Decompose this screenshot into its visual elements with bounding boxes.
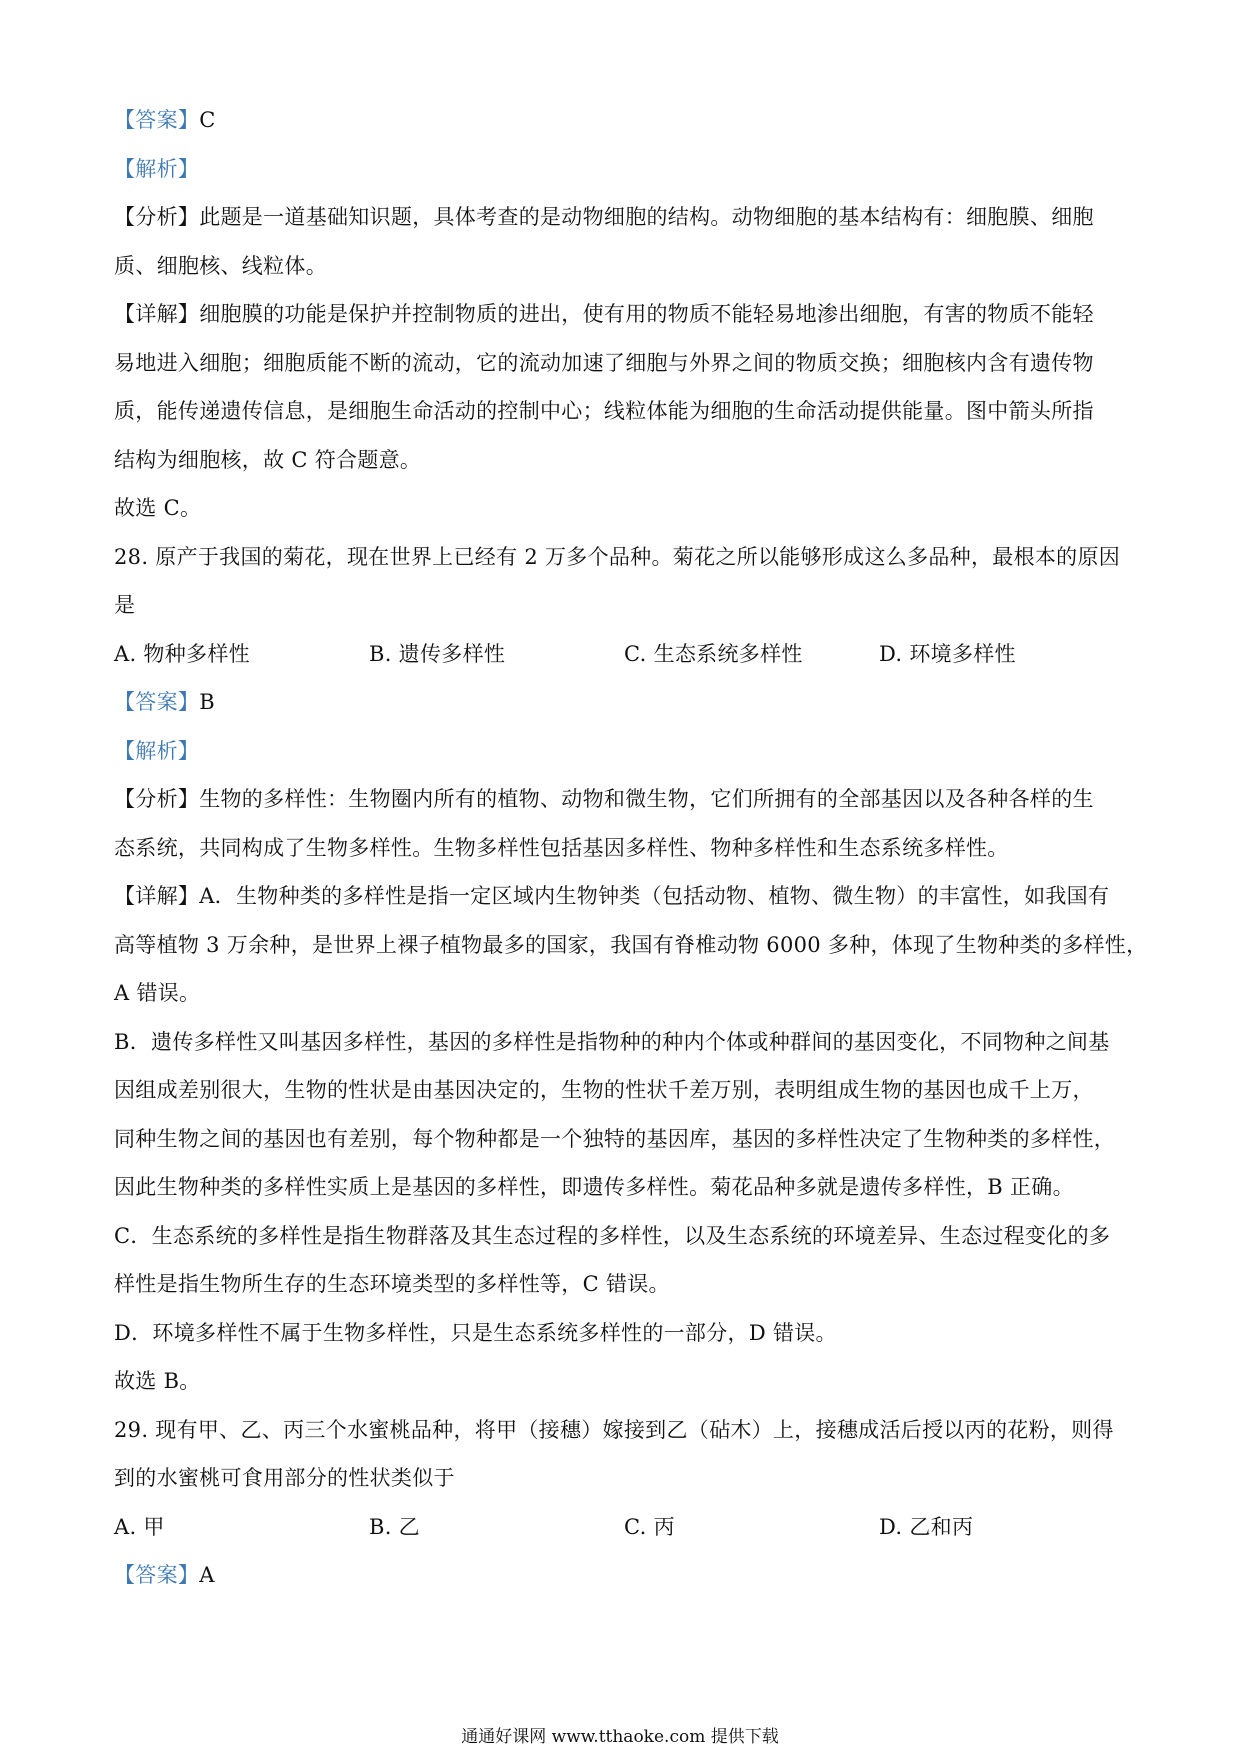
q28-options bbox=[114, 630, 1134, 679]
option-c: C. 生态系统多样性 bbox=[624, 641, 803, 666]
page-footer: 通通好课网 www.tthaoke.com 提供下载 bbox=[461, 1727, 779, 1747]
q27-xiangjie-line: 质，能传递遗传信息，是细胞生命活动的控制中心；线粒体能为细胞的生命活动提供能量。图中箭头所指 bbox=[114, 399, 1094, 423]
q28-explanation-line: 样性是指生物所生存的生态环境类型的多样性等，C 错误。 bbox=[114, 1272, 670, 1296]
fenxi-text: 生物的多样性：生物圈内所有的植物、动物和微生物，它们所拥有的全部基因以及各种各样的生 bbox=[199, 787, 1094, 811]
q28-xiangjie-line: 高等植物 3 万余种，是世界上裸子植物最多的国家，我国有脊椎动物 6000 多种，体现了生物种类的多样性， bbox=[114, 932, 1148, 957]
q27-xiangjie-line bbox=[114, 290, 1134, 339]
answer-value: C bbox=[199, 108, 216, 132]
option-d: D. 环境多样性 bbox=[879, 641, 1016, 666]
q27-xiangjie-line: 易地进入细胞；细胞质能不断的流动，它的流动加速了细胞与外界之间的物质交换；细胞核内含有遗传物 bbox=[114, 350, 1094, 375]
xiangjie-label: 【详解】 bbox=[114, 302, 200, 326]
q29-stem-line: 到的水蜜桃可食用部分的性状类似于 bbox=[114, 1466, 455, 1490]
q28-stem-line: 是 bbox=[114, 593, 136, 617]
fenxi-label: 【分析】 bbox=[114, 787, 200, 811]
xiangjie-text: 细胞膜的功能是保护并控制物质的进出，使有用的物质不能轻易地渗出细胞，有害的物质不能轻 bbox=[199, 302, 1094, 326]
q29-answer bbox=[114, 1551, 1134, 1600]
analysis-tag: 【解析】 bbox=[114, 156, 200, 181]
q28-explanation-line: C．生态系统的多样性是指生物群落及其生态过程的多样性，以及生态系统的环境差异、生态过程变化的多 bbox=[114, 1223, 1111, 1248]
q28-analysis-heading bbox=[114, 727, 1134, 776]
q28-explanation-line: 因组成差别很大，生物的性状是由基因决定的，生物的性状千差万别，表明组成生物的基因也成千上万， bbox=[114, 1078, 1094, 1102]
option-a: A. 物种多样性 bbox=[114, 641, 250, 666]
q27-answer bbox=[114, 96, 1134, 145]
option-d: D. 乙和丙 bbox=[879, 1514, 974, 1539]
q28-xiangjie-line: A 错误。 bbox=[114, 981, 201, 1005]
q28-explanation-line: 同种生物之间的基因也有差别，每个物种都是一个独特的基因库，基因的多样性决定了生物种类的多样性， bbox=[114, 1126, 1116, 1151]
answer-tag: 【答案】 bbox=[114, 1563, 200, 1587]
q29-options bbox=[114, 1503, 1134, 1552]
fenxi-text: 此题是一道基础知识题，具体考查的是动物细胞的结构。动物细胞的基本结构有：细胞膜、细胞 bbox=[199, 205, 1094, 229]
document-body bbox=[114, 96, 1148, 1600]
q28-conclusion: 故选 B。 bbox=[114, 1369, 201, 1393]
q28-stem-line: 28. 原产于我国的菊花，现在世界上已经有 2 万多个品种。菊花之所以能够形成这么多品种，最根本的原因 bbox=[114, 544, 1121, 569]
q28-explanation-line: D．环境多样性不属于生物多样性，只是生态系统多样性的一部分，D 错误。 bbox=[114, 1320, 837, 1345]
q27-xiangjie-line: 结构为细胞核，故 C 符合题意。 bbox=[114, 447, 422, 472]
q28-xiangjie-line bbox=[114, 872, 1134, 921]
answer-value: B bbox=[199, 690, 215, 714]
q28-fenxi-line: 态系统，共同构成了生物多样性。生物多样性包括基因多样性、物种多样性和生态系统多样性。 bbox=[114, 835, 1009, 860]
answer-tag: 【答案】 bbox=[114, 108, 200, 132]
answer-value: A bbox=[199, 1563, 215, 1587]
q27-analysis-heading bbox=[114, 145, 1134, 194]
option-c: C. 丙 bbox=[624, 1514, 675, 1539]
q28-fenxi-line bbox=[114, 775, 1134, 824]
q28-explanation-line: 因此生物种类的多样性实质上是基因的多样性，即遗传多样性。菊花品种多就是遗传多样性，B 正确。 bbox=[114, 1175, 1074, 1199]
q27-conclusion: 故选 C。 bbox=[114, 496, 202, 520]
q27-fenxi-line bbox=[114, 193, 1134, 242]
answer-tag: 【答案】 bbox=[114, 690, 200, 714]
option-b: B. 遗传多样性 bbox=[369, 641, 506, 666]
option-b: B. 乙 bbox=[369, 1514, 420, 1539]
xiangjie-text: A．生物种类的多样性是指一定区域内生物钟类（包括动物、植物、微生物）的丰富性，如我国有 bbox=[199, 884, 1110, 908]
analysis-tag: 【解析】 bbox=[114, 738, 200, 763]
q27-fenxi-line: 质、细胞核、线粒体。 bbox=[114, 253, 327, 278]
fenxi-label: 【分析】 bbox=[114, 205, 200, 229]
q28-answer bbox=[114, 678, 1134, 727]
option-a: A. 甲 bbox=[114, 1514, 165, 1539]
xiangjie-label: 【详解】 bbox=[114, 884, 200, 908]
q28-explanation-line: B．遗传多样性又叫基因多样性，基因的多样性是指物种的种内个体或种群间的基因变化，不同物种之间基 bbox=[114, 1029, 1110, 1054]
q29-stem-line: 29. 现有甲、乙、丙三个水蜜桃品种，将甲（接穗）嫁接到乙（砧木）上，接穗成活后授以丙的花粉，则得 bbox=[114, 1417, 1114, 1442]
